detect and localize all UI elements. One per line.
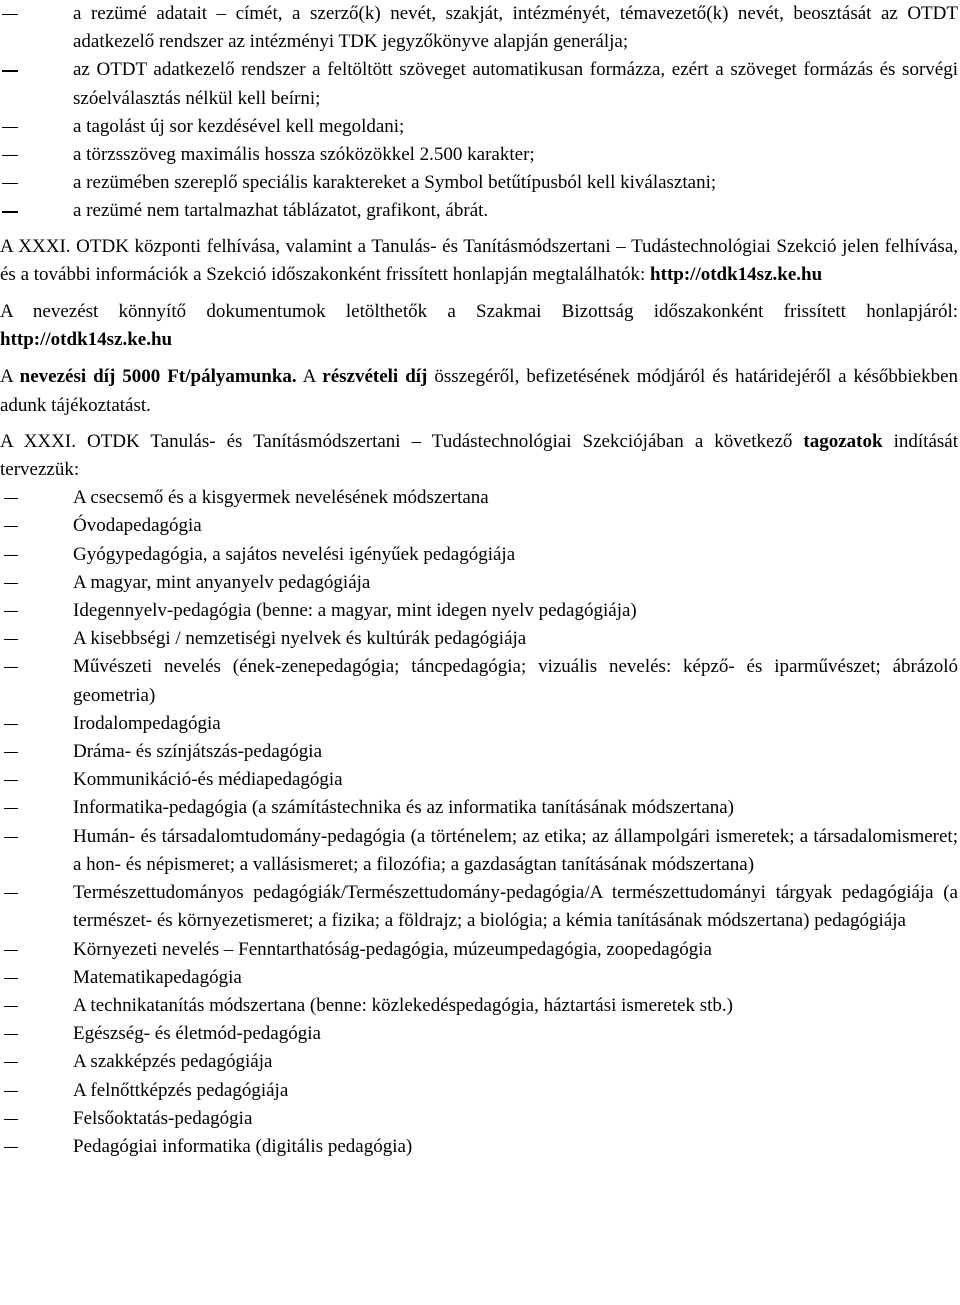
sections-intro-paragraph: A XXXI. OTDK Tanulás- és Tanításmódszertani – Tudástechnológiai Szekciójában a következő tagozatok indítását tervezzük: xyxy=(0,430,958,481)
list-item: Kommunikáció-és médiapedagógia xyxy=(73,769,343,791)
website-link[interactable]: http://otdk14sz.ke.hu xyxy=(0,329,173,351)
list-item: az OTDT adatkezelő rendszer a feltöltött szöveget automatikusan formázza, ezért a szöveget formázás és sorvégi szóelválasztás nélkül kell beírni; xyxy=(73,59,958,109)
list-item: Egészség- és életmód-pedagógia xyxy=(73,1023,321,1045)
list-item: A magyar, mint anyanyelv pedagógiája xyxy=(73,571,371,593)
list-item: a törzsszöveg maximális hossza szóközökkel 2.500 karakter; xyxy=(73,144,535,166)
list-item: Természettudományos pedagógiák/Természettudomány-pedagógia/A természettudományi tárgyak pedagógiája (a természet- és környezetismeret; a fizika; a földrajz; a biológia; a kémia tanításának módszertana) pedagógiája xyxy=(73,882,958,932)
list-item: A csecsemő és a kisgyermek nevelésének módszertana xyxy=(73,487,489,509)
documents-paragraph: A nevezést könnyítő dokumentumok letölthetők a Szakmai Bizottság időszakonként frissített honlapjáról: http://otdk14sz.ke.hu xyxy=(0,301,958,351)
list-item: Matematikapedagógia xyxy=(73,966,242,988)
participation-fee: részvételi díj xyxy=(322,366,428,388)
list-item: a rezümé nem tartalmazhat táblázatot, grafikont, ábrát. xyxy=(73,200,489,222)
list-item: A szakképzés pedagógiája xyxy=(73,1051,273,1073)
list-item: Felsőoktatás-pedagógia xyxy=(73,1107,253,1129)
call-paragraph: A XXXI. OTDK központi felhívása, valamint a Tanulás- és Tanításmódszertani – Tudástechnológiai Szekció jelen felhívása, és a további információk a Szekció időszakonként frissített honlapján megtalálhatók: http://otdk14sz.ke.hu xyxy=(0,235,958,285)
website-link[interactable]: http://otdk14sz.ke.hu xyxy=(650,263,823,285)
list-item: Informatika-pedagógia (a számítástechnika és az informatika tanításának módszertana) xyxy=(73,797,735,819)
list-item: A kisebbségi / nemzetiségi nyelvek és kultúrák pedagógiája xyxy=(73,628,527,650)
entry-fee: nevezési díj 5000 Ft/pályamunka. xyxy=(19,366,297,388)
sections-term: tagozatok xyxy=(803,430,883,452)
list-item: Művészeti nevelés (ének-zenepedagógia; táncpedagógia; vizuális nevelés: képző- és iparművészet; ábrázoló geometria) xyxy=(73,656,958,706)
list-item: Óvodapedagógia xyxy=(73,515,202,537)
list-item: Idegennyelv-pedagógia (benne: a magyar, mint idegen nyelv pedagógiája) xyxy=(73,600,637,622)
list-item: Dráma- és színjátszás-pedagógia xyxy=(73,741,323,763)
list-item: A felnőttképzés pedagógiája xyxy=(73,1079,289,1101)
list-item: a rezümé adatait – címét, a szerző(k) nevét, szakját, intézményét, témavezető(k) nevét, beosztását az OTDT adatkezelő rendszer az intézményi TDK jegyzőkönyve alapján generálja; xyxy=(73,3,958,53)
list-item: a rezümében szereplő speciális karaktereket a Symbol betűtípusból kell kiválasztani; xyxy=(73,172,717,194)
list-item: Környezeti nevelés – Fenntarthatóság-pedagógia, múzeumpedagógia, zoopedagógia xyxy=(73,938,712,960)
list-item: Irodalompedagógia xyxy=(73,712,221,734)
sections-list xyxy=(0,484,958,1161)
list-item: Humán- és társadalomtudomány-pedagógia (a történelem; az etika; az állampolgári ismeretek; a társadalomismeret; a hon- és népismeret; a vallásismeret; a filozófia; a gazdaságtan tanításának módszertana) xyxy=(73,825,958,875)
list-item: a tagolást új sor kezdésével kell megoldani; xyxy=(73,115,405,137)
list-item: A technikatanítás módszertana (benne: közlekedéspedagógia, háztartási ismeretek stb.) xyxy=(73,994,733,1016)
list-item: Gyógypedagógia, a sajátos nevelési igényűek pedagógiája xyxy=(73,543,516,565)
fee-paragraph: A nevezési díj 5000 Ft/pályamunka. A részvételi díj összegéről, befizetésének módjáról és határidejéről a későbbiekben adunk tájékoztatást. xyxy=(0,366,959,416)
resume-rules-list xyxy=(0,0,958,226)
list-item: Pedagógiai informatika (digitális pedagógia) xyxy=(73,1135,413,1157)
